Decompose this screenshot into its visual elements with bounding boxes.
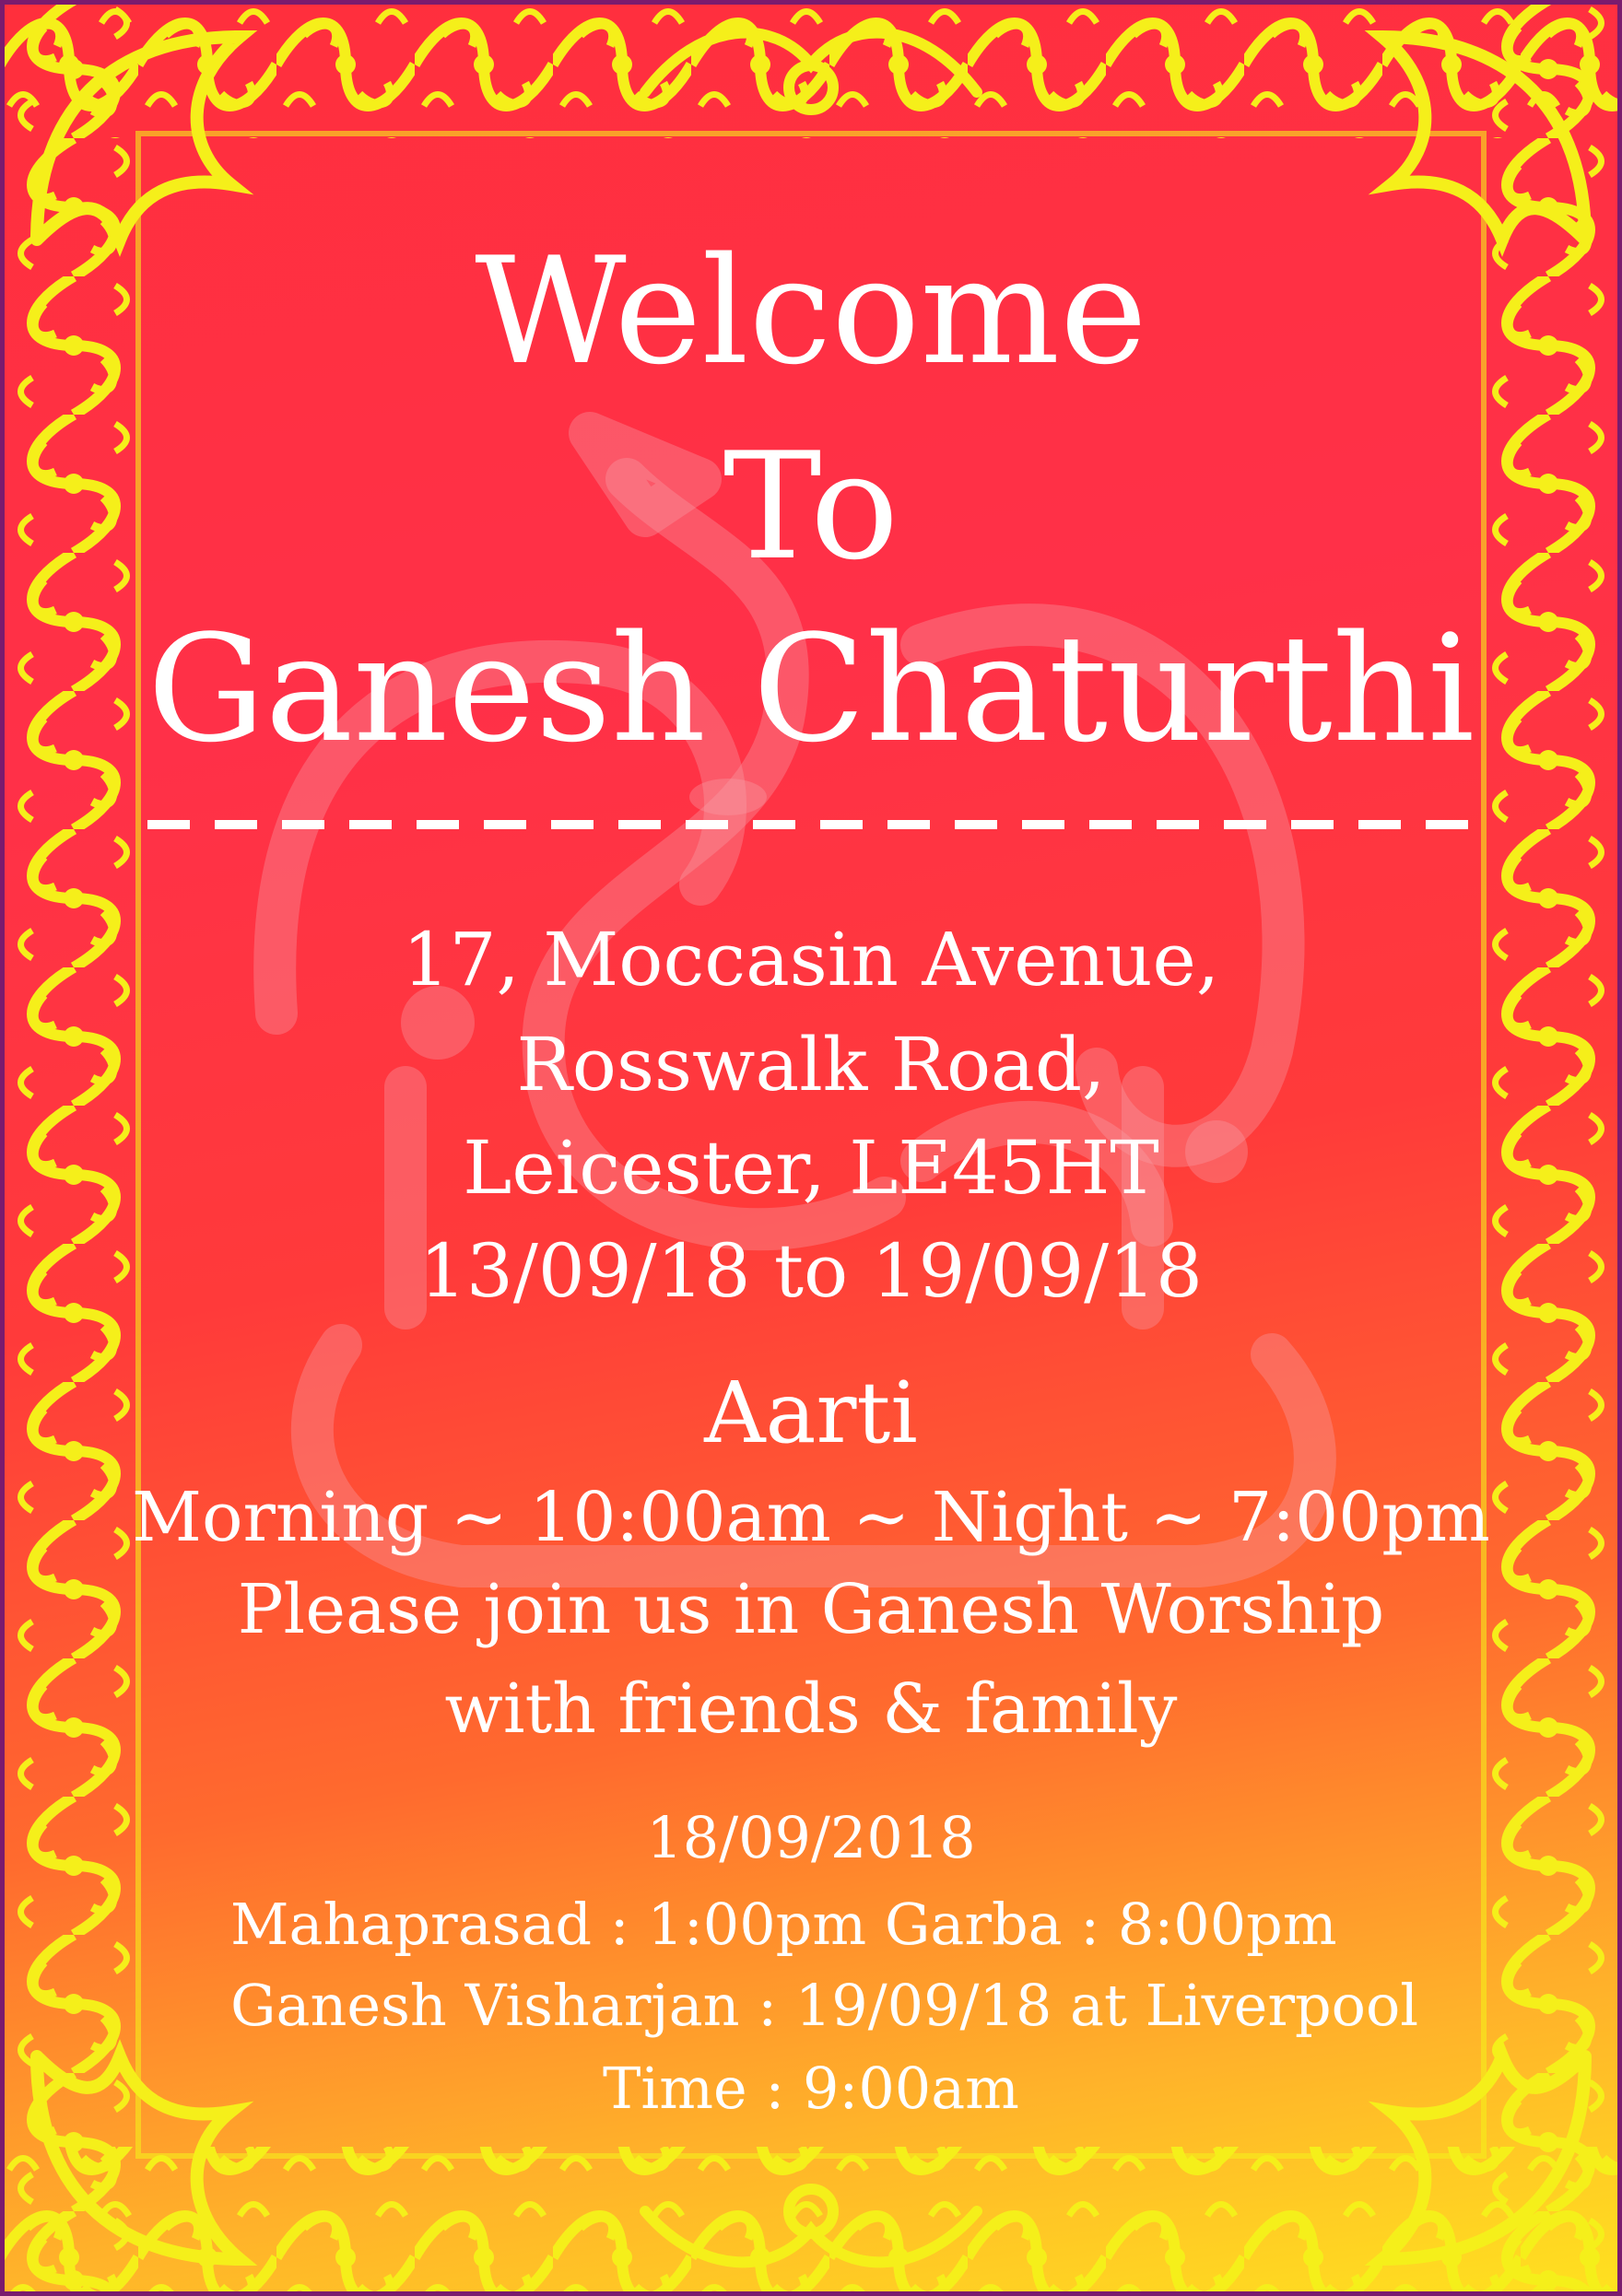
dashed-divider: [147, 818, 1475, 831]
mahaprasad-garba-schedule: Mahaprasad : 1:00pm Garba : 8:00pm: [230, 1891, 1337, 1958]
special-event-date: 18/09/2018: [646, 1804, 976, 1871]
aarti-times: Morning ~ 10:00am ~ Night ~ 7:00pm: [132, 1478, 1490, 1557]
event-dates: 13/09/18 to 19/09/18: [419, 1228, 1203, 1314]
address-line-1: 17, Moccasin Avenue,: [402, 917, 1220, 1002]
visarjan-time: Time : 9:00am: [603, 2055, 1019, 2122]
invite-line-1: Please join us in Ganesh Worship: [237, 1570, 1385, 1649]
address-line-2: Rosswalk Road,: [516, 1022, 1106, 1107]
aarti-heading: Aarti: [704, 1364, 918, 1462]
invite-line-2: with friends & family: [444, 1669, 1178, 1749]
title-ganesh-chaturthi: Ganesh Chaturthi: [147, 603, 1475, 775]
title-to: To: [723, 420, 899, 592]
visarjan-details: Ganesh Visharjan : 19/09/18 at Liverpool: [230, 1972, 1419, 2039]
address-line-3: Leicester, LE45HT: [463, 1125, 1159, 1211]
title-welcome: Welcome: [475, 225, 1147, 397]
